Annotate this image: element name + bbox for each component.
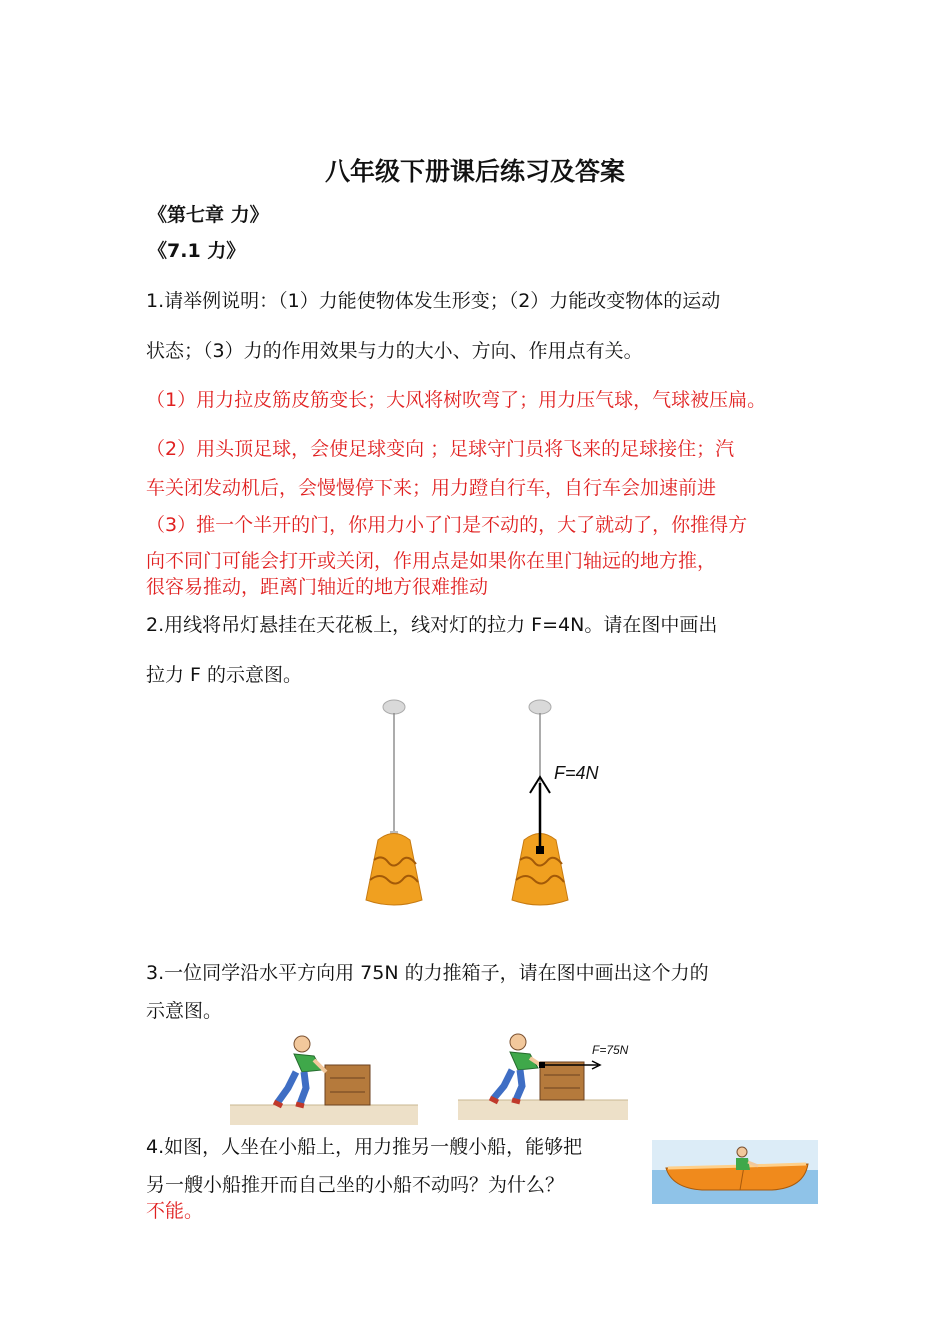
answer-1-part-2-line-2: 车关闭发动机后，会慢慢停下来；用力蹬自行车，自行车会加速前进 xyxy=(146,477,717,499)
force-label-75n: F=75N xyxy=(592,1043,629,1057)
question-1-line-2: 状态；（3）力的作用效果与力的大小、方向、作用点有关。 xyxy=(146,340,643,362)
answer-1-part-1: （1）用力拉皮筋皮筋变长；大风将树吹弯了；用力压气球，气球被压扁。 xyxy=(146,389,767,411)
question-1-line-1: 1.请举例说明：（1）力能使物体发生形变；（2）力能改变物体的运动 xyxy=(146,290,721,312)
answer-1-part-3-line-1: （3）推一个半开的门，你用力小了门是不动的，大了就动了，你推得方 xyxy=(146,514,748,536)
force-label-4n: F=4N xyxy=(554,763,599,783)
chapter-heading: 《第七章 力》 xyxy=(148,204,269,226)
answer-1-part-3-line-2: 向不同门可能会打开或关闭，作用点是如果你在里门轴远的地方推， xyxy=(146,550,717,572)
question-2-line-2: 拉力 F 的示意图。 xyxy=(146,664,303,686)
push-box-figures xyxy=(230,1030,630,1125)
section-heading: 《7.1 力》 xyxy=(148,240,246,262)
lamp-1-image xyxy=(366,700,422,905)
question-4-line-1: 4.如图，人坐在小船上，用力推另一艘小船，能够把 xyxy=(146,1136,583,1158)
answer-1-part-2-line-1: （2）用头顶足球，会使足球变向 ；足球守门员将飞来的足球接住；汽 xyxy=(146,438,735,460)
boats-image xyxy=(652,1140,818,1204)
answer-1-part-3-line-3: 很容易推动，距离门轴近的地方很难推动 xyxy=(146,576,489,598)
document-title: 八年级下册课后练习及答案 xyxy=(324,157,625,186)
question-4-line-2: 另一艘小船推开而自己坐的小船不动吗？为什么？ xyxy=(146,1174,565,1196)
answer-4: 不能。 xyxy=(146,1200,204,1222)
question-3-line-2: 示意图。 xyxy=(146,1000,223,1022)
push-box-image-1 xyxy=(230,1036,418,1125)
question-2-line-1: 2.用线将吊灯悬挂在天花板上，线对灯的拉力 F=4N。请在图中画出 xyxy=(146,614,718,636)
lamp-figures xyxy=(340,695,600,915)
question-3-line-1: 3.一位同学沿水平方向用 75N 的力推箱子，请在图中画出这个力的 xyxy=(146,962,709,984)
